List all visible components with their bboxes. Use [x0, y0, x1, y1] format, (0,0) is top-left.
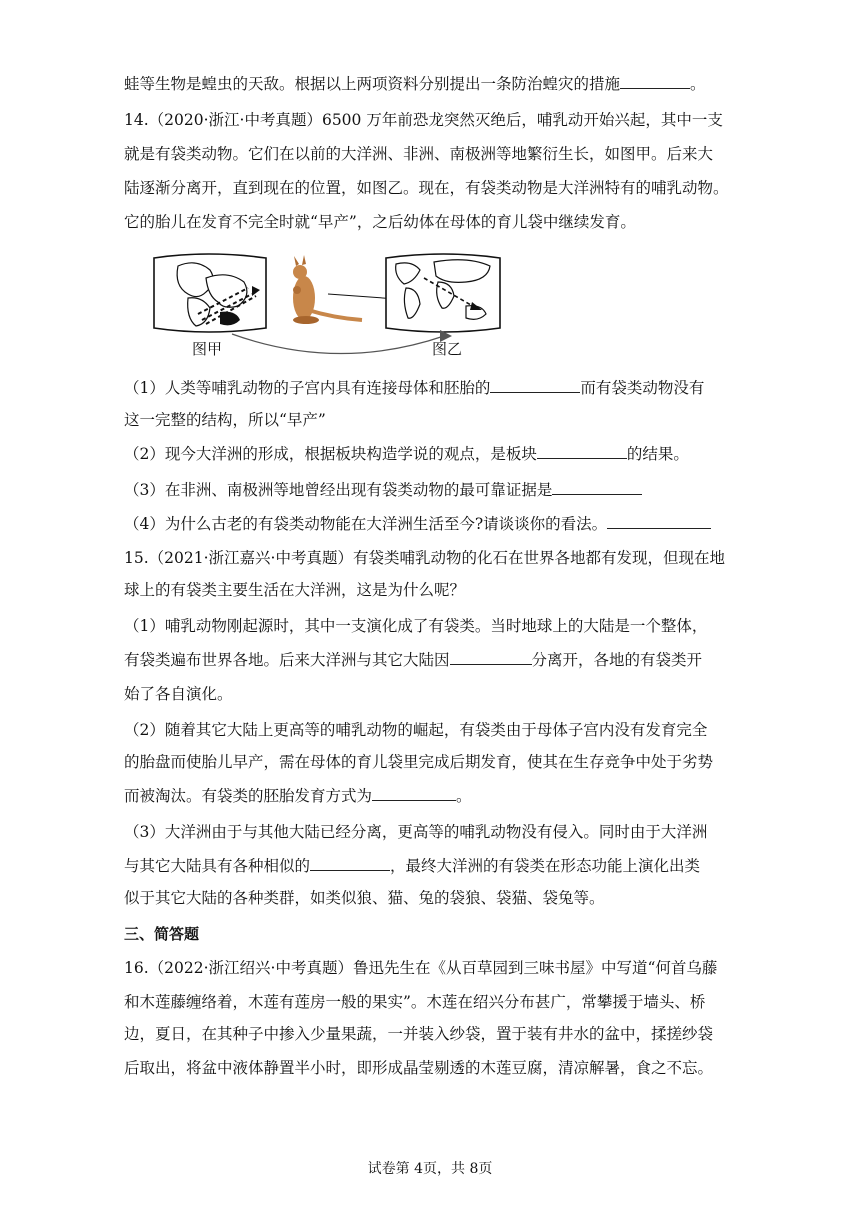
q15-stem-line-2: 球上的有袋类主要生活在大洋洲，这是为什么呢？ — [124, 581, 466, 599]
answer-blank[interactable] — [537, 444, 627, 459]
kangaroo-illustration — [293, 255, 362, 324]
q14-stem-line-4: 它的胎儿在发育不完全时就“早产”，之后幼体在母体的育儿袋中继续发育。 — [124, 213, 636, 231]
continental-drift-figure — [148, 248, 504, 360]
text: （3）在非洲、南极洲等地曾经出现有袋类动物的最可靠证据是 — [124, 481, 553, 499]
text: （2）现今大洋洲的形成，根据板块构造学说的观点，是板块 — [124, 445, 537, 463]
q15-sub3-line-1: （3）大洋洲由于与其他大陆已经分离，更高等的哺乳动物没有侵入。同时由于大洋洲 — [124, 823, 708, 841]
q16-line-4: 后取出，将盆中液体静置半小时，即形成晶莹剔透的木莲豆腐，清凉解暑，食之不忘。 — [124, 1059, 714, 1077]
q14-stem-line-1: 14.（2020·浙江·中考真题）6500 万年前恐龙突然灭绝后，哺乳动开始兴起，其中一支 — [124, 111, 723, 129]
q16-line-1: 16.（2022·浙江绍兴·中考真题）鲁迅先生在《从百草园到三味书屋》中写道“何首乌藤 — [124, 959, 718, 977]
q15-sub3-line-2 — [124, 856, 700, 876]
text: 分离开，各地的有袋类开 — [531, 651, 703, 669]
text: 。 — [690, 75, 706, 93]
q15-sub2-line-2: 的胎盘而使胎儿早产，需在母体的育儿袋里完成后期发育，使其在生存竞争中处于劣势 — [124, 753, 714, 771]
q14-sub4-line — [124, 514, 711, 534]
text: （4）为什么古老的有袋类动物能在大洋洲生活至今?请谈谈你的看法。 — [124, 515, 608, 533]
q15-sub2-line-3 — [124, 786, 472, 806]
q14-sub1-line-1 — [124, 378, 704, 398]
q15-sub2-line-1: （2）随着其它大陆上更高等的哺乳动物的崛起，有袋类由于母体子宫内没有发育完全 — [124, 721, 708, 739]
map-b — [386, 254, 500, 332]
answer-blank[interactable] — [607, 514, 711, 529]
q16-line-2: 和木莲藤缠络着，木莲有莲房一般的果实”。木莲在绍兴分布甚广，常攀援于墙头、桥 — [124, 993, 706, 1011]
q14-stem-line-2: 就是有袋类动物。它们在以前的大洋洲、非洲、南极洲等地繁衍生长，如图甲。后来大 — [124, 145, 714, 163]
text: 而有袋类动物没有 — [580, 379, 705, 397]
page-footer: 试卷第 4页，共 8页 — [367, 1161, 493, 1177]
text: （1）人类等哺乳动物的子宫内具有连接母体和胚胎的 — [124, 379, 491, 397]
q15-sub3-line-3: 似于其它大陆的各种类群，如类似狼、猫、兔的袋狼、袋猫、袋兔等。 — [124, 889, 605, 907]
text: 蛙等生物是蝗虫的天敌。根据以上两项资料分别提出一条防治蝗灾的措施 — [124, 75, 621, 93]
text: 而被淘汰。有袋类的胚胎发育方式为 — [124, 787, 373, 805]
answer-blank[interactable] — [310, 856, 390, 871]
q15-sub1-line-1: （1）哺乳动物刚起源时，其中一支演化成了有袋类。当时地球上的大陆是一个整体， — [124, 617, 708, 635]
q14-stem-line-3: 陆逐渐分离开，直到现在的位置，如图乙。现在，有袋类动物是大洋洲特有的哺乳动物。 — [124, 179, 729, 197]
text: 有袋类遍布世界各地。后来大洋洲与其它大陆因 — [124, 651, 450, 669]
figure-caption-b: 图乙 — [432, 340, 463, 358]
answer-blank[interactable] — [552, 480, 642, 495]
q14-sub1-line-2: 这一完整的结构，所以“早产” — [124, 411, 326, 429]
answer-blank[interactable] — [490, 378, 580, 393]
answer-blank[interactable] — [372, 786, 456, 801]
answer-blank[interactable] — [450, 650, 532, 665]
text: 。 — [456, 787, 472, 805]
q13-tail-line — [124, 74, 706, 94]
text: ，最终大洋洲的有袋类在形态功能上演化出类 — [390, 857, 701, 875]
q16-line-3: 边，夏日，在其种子中掺入少量果蔬，一并装入纱袋，置于装有井水的盆中，揉搓纱袋 — [124, 1025, 714, 1043]
q15-sub1-line-2 — [124, 650, 702, 670]
q14-sub2-line — [124, 444, 689, 464]
answer-blank[interactable] — [620, 74, 690, 89]
text: 与其它大陆具有各种相似的 — [124, 857, 311, 875]
section-heading: 三、简答题 — [124, 925, 200, 943]
map-a — [154, 254, 266, 332]
text: 的结果。 — [626, 445, 689, 463]
q14-sub3-line — [124, 480, 642, 500]
figure-caption-a: 图甲 — [192, 340, 223, 358]
q15-sub1-line-3: 始了各自演化。 — [124, 685, 233, 703]
q15-stem-line-1: 15.（2021·浙江嘉兴·中考真题）有袋类哺乳动物的化石在世界各地都有发现，但现在地 — [124, 549, 725, 567]
